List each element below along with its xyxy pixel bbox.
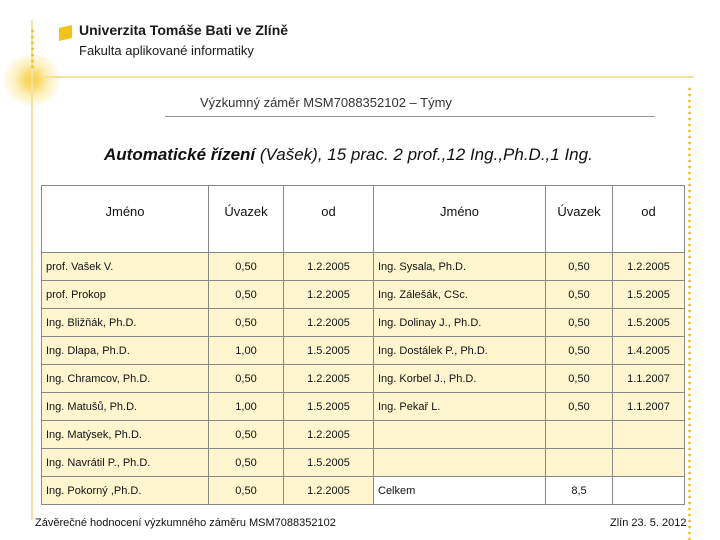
table-cell-fte: 0,50: [209, 449, 284, 477]
table-cell-name: prof. Vašek V.: [42, 253, 209, 281]
subtitle-divider: [165, 116, 655, 117]
total-label: Celkem: [374, 477, 546, 505]
column-header: Jméno: [374, 186, 546, 253]
table-row: [42, 393, 685, 421]
footer-date: Zlín 23. 5. 2012: [610, 517, 687, 529]
table-cell-name: Ing. Dlapa, Ph.D.: [42, 337, 209, 365]
table-cell-date: 1.2.2005: [613, 253, 685, 281]
table-cell-fte: 0,50: [209, 421, 284, 449]
column-header: Úvazek: [546, 186, 613, 253]
footer-title: Závěrečné hodnocení výzkumného záměru MSM7088352102: [35, 517, 336, 529]
university-name: Univerzita Tomáše Bati ve Zlíně: [79, 22, 289, 38]
table-cell-date: 1.2.2005: [284, 477, 374, 505]
table-cell-name: prof. Prokop: [42, 281, 209, 309]
table-cell-name: Ing. Chramcov, Ph.D.: [42, 365, 209, 393]
table-cell-empty: [613, 421, 685, 449]
team-table: [41, 185, 685, 505]
column-header: od: [284, 186, 374, 253]
table-row: [42, 365, 685, 393]
table-cell-date: 1.2.2005: [284, 253, 374, 281]
table-cell-fte: 0,50: [546, 253, 613, 281]
column-header: Jméno: [42, 186, 209, 253]
table-row: [42, 281, 685, 309]
table-cell-date: 1.2.2005: [284, 365, 374, 393]
table-cell-fte: 0,50: [546, 281, 613, 309]
decorative-dotted-line-top: [31, 28, 34, 68]
column-header: Úvazek: [209, 186, 284, 253]
table-cell-date: 1.5.2005: [284, 337, 374, 365]
table-cell-empty: [546, 449, 613, 477]
table-cell-empty: [613, 477, 685, 505]
table-cell-fte: 0,50: [209, 477, 284, 505]
table-cell-date: 1.5.2005: [613, 309, 685, 337]
table-cell-fte: 0,50: [546, 393, 613, 421]
table-cell-name: Ing. Sysala, Ph.D.: [374, 253, 546, 281]
table-cell-empty: [546, 421, 613, 449]
table-cell-fte: 0,50: [209, 281, 284, 309]
table-cell-name: Ing. Navrátil P., Ph.D.: [42, 449, 209, 477]
table-cell-fte: 0,50: [209, 253, 284, 281]
table-cell-fte: 0,50: [546, 337, 613, 365]
table-cell-name: Ing. Korbel J., Ph.D.: [374, 365, 546, 393]
table-row: [42, 253, 685, 281]
table-cell-date: 1.2.2005: [284, 281, 374, 309]
table-cell-name: Ing. Dostálek P., Ph.D.: [374, 337, 546, 365]
table-cell-date: 1.4.2005: [613, 337, 685, 365]
table-cell-fte: 0,50: [546, 309, 613, 337]
table-cell-fte: 1,00: [209, 337, 284, 365]
table-cell-fte: 0,50: [546, 365, 613, 393]
table-cell-fte: 0,50: [209, 365, 284, 393]
table-cell-date: 1.1.2007: [613, 365, 685, 393]
decorative-dotted-line-right: [688, 86, 691, 540]
table-cell-empty: [374, 421, 546, 449]
table-cell-name: Ing. Matýsek, Ph.D.: [42, 421, 209, 449]
table-cell-name: Ing. Matušů, Ph.D.: [42, 393, 209, 421]
decorative-horizontal-line: [44, 76, 694, 78]
table-cell-fte: 0,50: [209, 309, 284, 337]
table-row: [42, 477, 685, 505]
table-cell-date: 1.5.2005: [613, 281, 685, 309]
decorative-vertical-line: [31, 20, 33, 520]
heading-rest: (Vašek), 15 prac. 2 prof.,12 Ing.,Ph.D.,1 Ing.: [255, 145, 593, 164]
heading-bold: Automatické řízení: [104, 145, 256, 164]
column-header: od: [613, 186, 685, 253]
total-value: 8,5: [546, 477, 613, 505]
table-row: [42, 337, 685, 365]
slide-subtitle: Výzkumný záměr MSM7088352102 – Týmy: [200, 95, 452, 110]
table-cell-date: 1.2.2005: [284, 421, 374, 449]
table-cell-date: 1.5.2005: [284, 393, 374, 421]
table-row: [42, 421, 685, 449]
table-cell-date: 1.5.2005: [284, 449, 374, 477]
table-cell-name: Ing. Pokorný ,Ph.D.: [42, 477, 209, 505]
table-cell-name: Ing. Zálešák, CSc.: [374, 281, 546, 309]
table-row: [42, 449, 685, 477]
table-cell-empty: [613, 449, 685, 477]
slide-heading: [104, 145, 593, 165]
table-cell-empty: [374, 449, 546, 477]
table-cell-name: Ing. Dolinay J., Ph.D.: [374, 309, 546, 337]
table-cell-date: 1.2.2005: [284, 309, 374, 337]
university-logo-icon: [59, 25, 72, 41]
table-cell-date: 1.1.2007: [613, 393, 685, 421]
table-cell-name: Ing. Bližňák, Ph.D.: [42, 309, 209, 337]
faculty-name: Fakulta aplikované informatiky: [79, 43, 254, 58]
table-cell-fte: 1,00: [209, 393, 284, 421]
table-row: [42, 309, 685, 337]
table-cell-name: Ing. Pekař L.: [374, 393, 546, 421]
table-header-row: [42, 186, 685, 253]
